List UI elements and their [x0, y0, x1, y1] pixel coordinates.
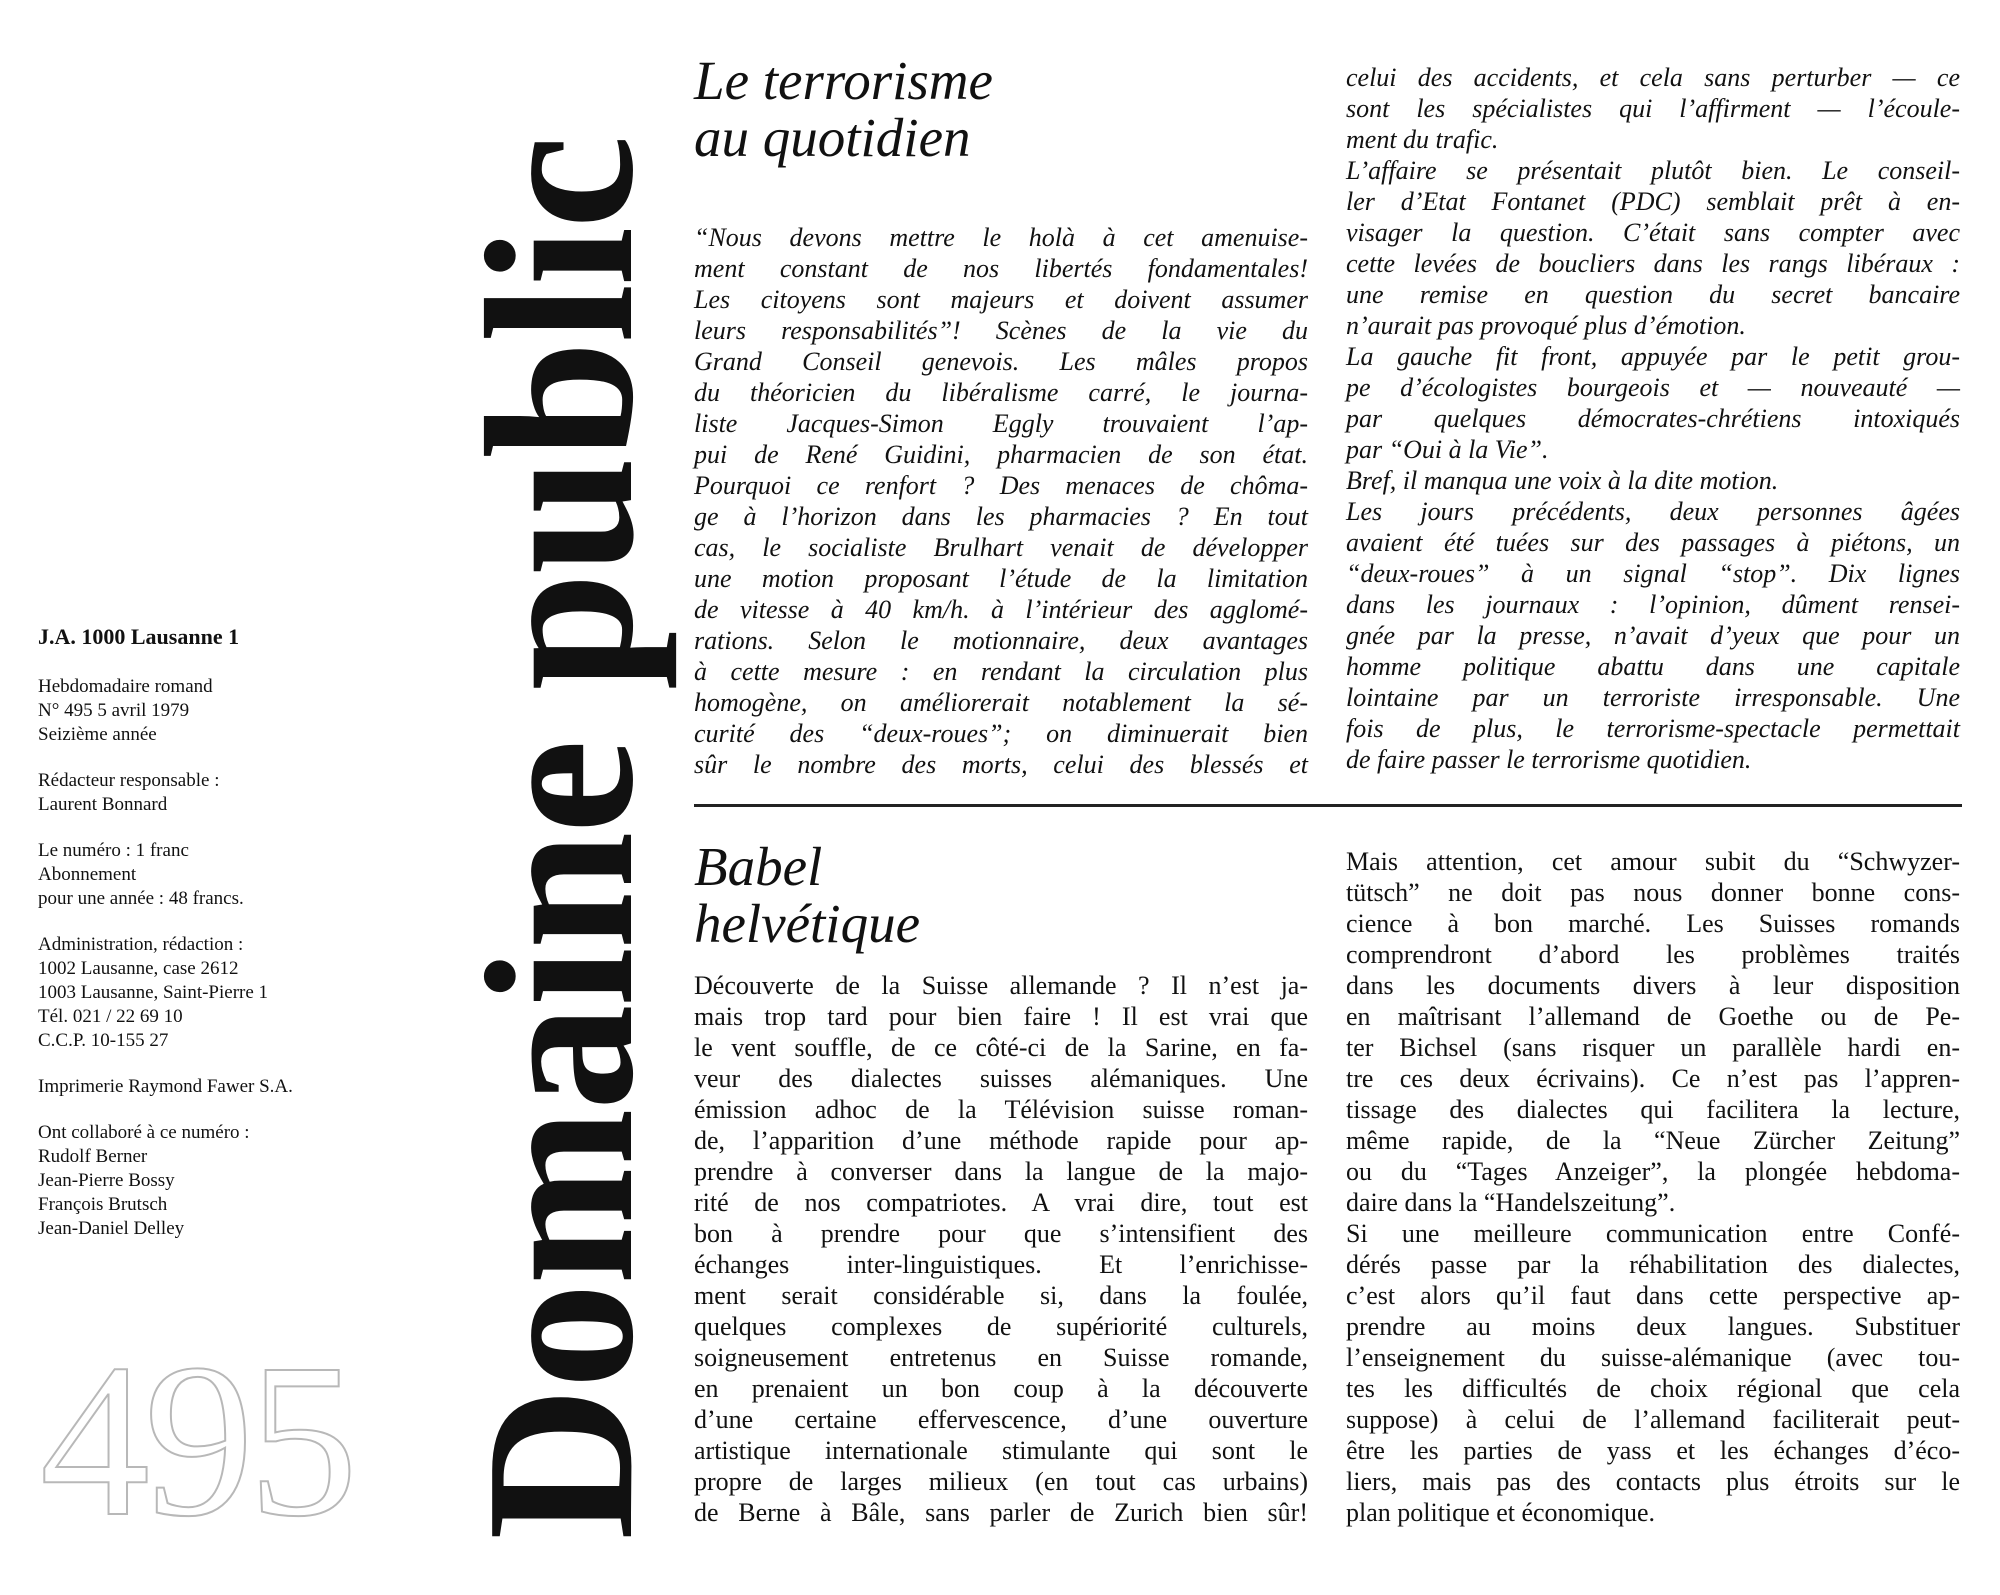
text-line: lointaine par un terroriste irresponsable. Une — [1346, 683, 1960, 712]
text-line: avaient été tuées sur des passages à piétons, un — [1346, 528, 1960, 557]
info-line: Tél. 021 / 22 69 10 — [38, 1006, 183, 1027]
text-line: Découverte de la Suisse allemande ? Il n’est ja- — [694, 971, 1308, 1000]
text-line: liste Jacques-Simon Eggly trouvaient l’ap- — [694, 409, 1308, 438]
text-line: ou du “Tages Anzeiger”, la plongée hebdoma- — [1346, 1157, 1960, 1186]
contributors-list — [38, 1121, 368, 1241]
text-line: de, l’apparition d’une méthode rapide pour ap- — [694, 1126, 1308, 1155]
text-line: dérés passe par la réhabilitation des dialectes, — [1346, 1250, 1960, 1279]
text-line: Les citoyens sont majeurs et doivent assumer — [694, 285, 1308, 314]
text-line: rations. Selon le motionnaire, deux avantages — [694, 626, 1308, 655]
info-line: Hebdomadaire romand — [38, 676, 213, 697]
text-line: veur des dialectes suisses alémaniques. Une — [694, 1064, 1308, 1093]
text-line: en maîtrisant l’allemand de Goethe ou de Pe- — [1346, 1002, 1960, 1031]
text-line: Pourquoi ce renfort ? Des menaces de chôma- — [694, 471, 1308, 500]
publication-details — [38, 675, 368, 747]
text-line: prendre au moins deux langues. Substituer — [1346, 1312, 1960, 1341]
text-line: d’une certaine effervescence, d’une ouverture — [694, 1405, 1308, 1434]
text-line: cience à bon marché. Les Suisses romands — [1346, 909, 1960, 938]
info-line: C.C.P. 10-155 27 — [38, 1030, 169, 1051]
info-line: François Brutsch — [38, 1194, 168, 1215]
text-line: ment constant de nos libertés fondamentales! — [694, 254, 1308, 283]
text-line: soigneusement entretenus en Suisse romande, — [694, 1343, 1308, 1372]
info-line: Ont collaboré à ce numéro : — [38, 1122, 250, 1143]
info-line: Rudolf Berner — [38, 1146, 148, 1167]
headline-line: au quotidien — [694, 107, 971, 168]
text-line: une remise en question du secret bancaire — [1346, 280, 1960, 309]
text-line: le vent souffle, de ce côté-ci de la Sarine, en fa- — [694, 1033, 1308, 1062]
text-line: suppose) à celui de l’allemand faciliterait peut- — [1346, 1405, 1960, 1434]
info-line: Laurent Bonnard — [38, 794, 168, 815]
text-line: celui des accidents, et cela sans perturber — ce — [1346, 63, 1960, 92]
info-line: Rédacteur responsable : — [38, 770, 220, 791]
article-1-column-2 — [1346, 62, 1960, 775]
text-line: c’est alors qu’il faut dans cette perspective ap- — [1346, 1281, 1960, 1310]
text-line: ler d’Etat Fontanet (PDC) semblait prêt à en- — [1346, 187, 1960, 216]
text-line: curité des “deux-roues”; on diminuerait bien — [694, 719, 1308, 748]
editor-details — [38, 769, 368, 817]
address-details — [38, 933, 368, 1053]
issue-number: 495 — [40, 1318, 352, 1562]
postal-code-line: J.A. 1000 Lausanne 1 — [38, 624, 240, 649]
text-line: de vitesse à 40 km/h. à l’intérieur des agglomé- — [694, 595, 1308, 624]
text-line: rité de nos compatriotes. A vrai dire, tout est — [694, 1188, 1308, 1217]
info-line: N° 495 5 avril 1979 — [38, 700, 190, 721]
text-line: “deux-roues” à un signal “stop”. Dix lignes — [1346, 559, 1960, 588]
text-line: La gauche fit front, appuyée par le petit grou- — [1346, 342, 1960, 371]
text-line: leurs responsabilités”! Scènes de la vie du — [694, 316, 1308, 345]
text-line: ment serait considérable si, dans la foulée, — [694, 1281, 1308, 1310]
text-line: Si une meilleure communication entre Confé- — [1346, 1219, 1960, 1248]
text-line: à cette mesure : en rendant la circulation plus — [694, 657, 1308, 686]
info-line: 1002 Lausanne, case 2612 — [38, 958, 239, 979]
text-line: de faire passer le terrorisme quotidien. — [1346, 745, 1752, 774]
text-line: “Nous devons mettre le holà à cet amenuise- — [694, 223, 1308, 252]
headline-line: helvétique — [694, 893, 920, 954]
text-line: propre de larges milieux (en tout cas urbains) — [694, 1467, 1308, 1496]
text-line: du théoricien du libéralisme carré, le journa- — [694, 378, 1308, 407]
text-line: homogène, on améliorerait notablement la sé- — [694, 688, 1308, 717]
info-line: Le numéro : 1 franc — [38, 840, 189, 861]
masthead-title: Domaine public — [442, 136, 677, 1540]
text-line: tes les difficultés de choix régional que cela — [1346, 1374, 1960, 1403]
text-line: prendre à converser dans la langue de la majo- — [694, 1157, 1308, 1186]
text-line: liers, mais pas des contacts plus étroits sur le — [1346, 1467, 1960, 1496]
text-line: être les parties de yass et les échanges d’éco- — [1346, 1436, 1960, 1465]
text-line: L’affaire se présentait plutôt bien. Le conseil- — [1346, 156, 1960, 185]
text-line: même rapide, de la “Neue Zürcher Zeitung” — [1346, 1126, 1960, 1155]
text-line: ter Bichsel (sans risquer un parallèle hardi en- — [1346, 1033, 1960, 1062]
info-line: Administration, rédaction : — [38, 934, 244, 955]
text-line: daire dans la “Handelszeitung”. — [1346, 1188, 1676, 1217]
text-line: Mais attention, cet amour subit du “Schwyzer- — [1346, 847, 1960, 876]
text-line: l’enseignement du suisse-alémanique (avec tou- — [1346, 1343, 1960, 1372]
text-line: comprendront d’abord les problèmes traités — [1346, 940, 1960, 969]
text-line: cas, le socialiste Brulhart venait de développer — [694, 533, 1308, 562]
info-line: Jean-Pierre Bossy — [38, 1170, 175, 1191]
text-line: quelques complexes de supériorité culturels, — [694, 1312, 1308, 1341]
text-line: pui de René Guidini, pharmacien de son état. — [694, 440, 1308, 469]
printer-details — [38, 1075, 368, 1099]
section-divider — [694, 804, 1962, 807]
article-1-column-1 — [694, 222, 1308, 780]
info-line: 1003 Lausanne, Saint-Pierre 1 — [38, 982, 269, 1003]
text-line: dans les documents divers à leur disposition — [1346, 971, 1960, 1000]
text-line: n’aurait pas provoqué plus d’émotion. — [1346, 311, 1746, 340]
text-line: par quelques démocrates-chrétiens intoxiqués — [1346, 404, 1960, 433]
text-line: pe d’écologistes bourgeois et — nouveauté — — [1346, 373, 1960, 402]
text-line: de Berne à Bâle, sans parler de Zurich bien sûr! — [694, 1498, 1308, 1527]
article-2-column-1 — [694, 970, 1308, 1528]
text-line: une motion proposant l’étude de la limitation — [694, 564, 1308, 593]
text-line: tissage des dialectes qui facilitera la lecture, — [1346, 1095, 1960, 1124]
text-line: fois de plus, le terrorisme-spectacle permettait — [1346, 714, 1960, 743]
info-line: Seizième année — [38, 724, 157, 745]
info-line: Jean-Daniel Delley — [38, 1218, 185, 1239]
text-line: sûr le nombre des morts, celui des blessés et — [694, 750, 1308, 779]
text-line: par “Oui à la Vie”. — [1346, 435, 1549, 464]
text-line: bon à prendre pour que s’intensifient des — [694, 1219, 1308, 1248]
text-line: tre ces deux écrivains). Ce n’est pas l’appren- — [1346, 1064, 1960, 1093]
headline-line: Babel — [694, 836, 823, 897]
info-line: Abonnement — [38, 864, 137, 885]
article-2-headline — [694, 838, 1254, 952]
price-details — [38, 839, 368, 911]
text-line: ment du trafic. — [1346, 125, 1499, 154]
text-line: plan politique et économique. — [1346, 1498, 1656, 1527]
text-line: Les jours précédents, deux personnes âgées — [1346, 497, 1960, 526]
info-line: pour une année : 48 francs. — [38, 888, 244, 909]
text-line: sont les spécialistes qui l’affirment — l’écoule- — [1346, 94, 1960, 123]
publication-info — [38, 625, 368, 1263]
text-line: échanges inter-linguistiques. Et l’enrichisse- — [694, 1250, 1308, 1279]
text-line: visager la question. C’était sans compter avec — [1346, 218, 1960, 247]
text-line: ge à l’horizon dans les pharmacies ? En tout — [694, 502, 1308, 531]
text-line: Grand Conseil genevois. Les mâles propos — [694, 347, 1308, 376]
text-line: tütsch” ne doit pas nous donner bonne cons- — [1346, 878, 1960, 907]
info-line: Imprimerie Raymond Fawer S.A. — [38, 1076, 293, 1097]
text-line: gnée par la presse, n’avait d’yeux que pour un — [1346, 621, 1960, 650]
text-line: mais trop tard pour bien faire ! Il est vrai que — [694, 1002, 1308, 1031]
text-line: homme politique abattu dans une capitale — [1346, 652, 1960, 681]
text-line: cette levées de boucliers dans les rangs libéraux : — [1346, 249, 1960, 278]
text-line: en prenaient un bon coup à la découverte — [694, 1374, 1308, 1403]
text-line: artistique internationale stimulante qui sont le — [694, 1436, 1308, 1465]
article-2-column-2 — [1346, 846, 1960, 1528]
text-line: émission adhoc de la Télévision suisse roman- — [694, 1095, 1308, 1124]
text-line: dans les journaux : l’opinion, dûment rensei- — [1346, 590, 1960, 619]
headline-line: Le terrorisme — [694, 50, 993, 111]
text-line: Bref, il manqua une voix à la dite motion. — [1346, 466, 1779, 495]
article-1-headline — [694, 52, 1254, 166]
